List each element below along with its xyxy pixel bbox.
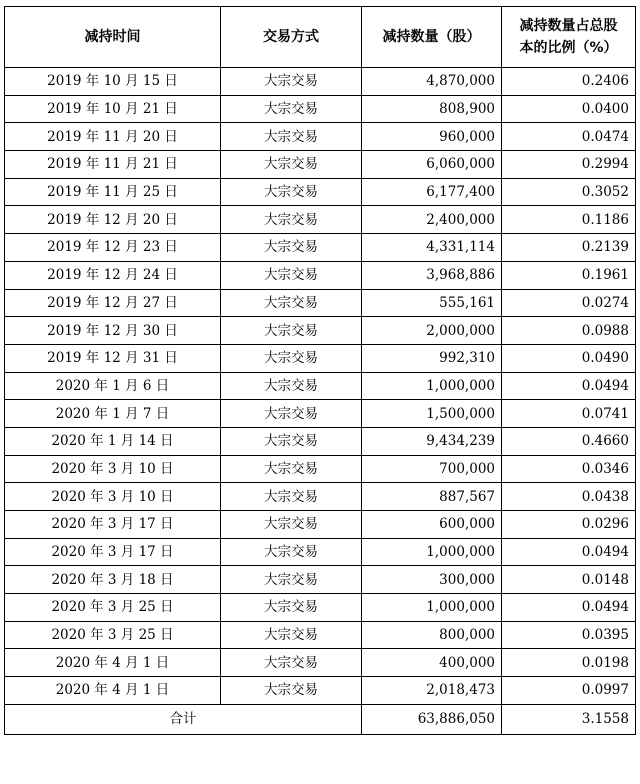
cell-method: 大宗交易	[221, 677, 362, 705]
cell-method: 大宗交易	[221, 344, 362, 372]
cell-method: 大宗交易	[221, 511, 362, 539]
cell-date: 2019 年 12 月 27 日	[5, 289, 221, 317]
table-row	[5, 289, 636, 317]
cell-ratio: 0.0494	[502, 594, 636, 622]
cell-ratio: 0.0198	[502, 649, 636, 677]
cell-date: 2019 年 12 月 23 日	[5, 234, 221, 262]
cell-date: 2020 年 1 月 7 日	[5, 400, 221, 428]
header-quantity: 减持数量（股）	[362, 7, 502, 68]
cell-date: 2020 年 1 月 14 日	[5, 427, 221, 455]
cell-ratio: 0.0400	[502, 95, 636, 123]
cell-ratio: 0.0395	[502, 621, 636, 649]
cell-method: 大宗交易	[221, 649, 362, 677]
cell-date: 2020 年 3 月 25 日	[5, 594, 221, 622]
cell-method: 大宗交易	[221, 178, 362, 206]
table-row	[5, 95, 636, 123]
cell-ratio: 0.0346	[502, 455, 636, 483]
cell-method: 大宗交易	[221, 400, 362, 428]
cell-ratio: 0.4660	[502, 427, 636, 455]
cell-quantity: 960,000	[362, 123, 502, 151]
cell-quantity: 6,060,000	[362, 151, 502, 179]
table-row	[5, 234, 636, 262]
cell-date: 2020 年 3 月 10 日	[5, 455, 221, 483]
total-quantity: 63,886,050	[362, 704, 502, 734]
cell-quantity: 1,000,000	[362, 372, 502, 400]
cell-ratio: 0.0494	[502, 538, 636, 566]
total-label: 合计	[5, 704, 362, 734]
cell-method: 大宗交易	[221, 455, 362, 483]
table-row	[5, 427, 636, 455]
cell-date: 2020 年 4 月 1 日	[5, 649, 221, 677]
cell-method: 大宗交易	[221, 289, 362, 317]
table-row	[5, 151, 636, 179]
cell-date: 2020 年 1 月 6 日	[5, 372, 221, 400]
table-total-row	[5, 704, 636, 734]
cell-method: 大宗交易	[221, 68, 362, 96]
cell-ratio: 0.2139	[502, 234, 636, 262]
cell-quantity: 4,331,114	[362, 234, 502, 262]
cell-quantity: 600,000	[362, 511, 502, 539]
table-row	[5, 68, 636, 96]
total-ratio: 3.1558	[502, 704, 636, 734]
cell-quantity: 700,000	[362, 455, 502, 483]
cell-ratio: 0.0988	[502, 317, 636, 345]
cell-ratio: 0.1961	[502, 261, 636, 289]
table-row	[5, 455, 636, 483]
cell-date: 2020 年 3 月 10 日	[5, 483, 221, 511]
cell-method: 大宗交易	[221, 151, 362, 179]
cell-quantity: 1,000,000	[362, 538, 502, 566]
table-header-row	[5, 7, 636, 68]
cell-method: 大宗交易	[221, 483, 362, 511]
cell-ratio: 0.0296	[502, 511, 636, 539]
header-ratio-line2: 本的比例（%）	[519, 40, 618, 56]
cell-quantity: 1,000,000	[362, 594, 502, 622]
cell-method: 大宗交易	[221, 538, 362, 566]
cell-quantity: 3,968,886	[362, 261, 502, 289]
cell-ratio: 0.0494	[502, 372, 636, 400]
cell-quantity: 555,161	[362, 289, 502, 317]
cell-quantity: 2,000,000	[362, 317, 502, 345]
cell-ratio: 0.0274	[502, 289, 636, 317]
table-row	[5, 178, 636, 206]
cell-date: 2019 年 12 月 20 日	[5, 206, 221, 234]
table-row	[5, 206, 636, 234]
cell-ratio: 0.1186	[502, 206, 636, 234]
cell-ratio: 0.2406	[502, 68, 636, 96]
cell-date: 2020 年 3 月 25 日	[5, 621, 221, 649]
cell-quantity: 6,177,400	[362, 178, 502, 206]
cell-quantity: 2,400,000	[362, 206, 502, 234]
cell-date: 2019 年 12 月 31 日	[5, 344, 221, 372]
cell-quantity: 1,500,000	[362, 400, 502, 428]
share-reduction-table-container	[4, 6, 636, 735]
cell-quantity: 2,018,473	[362, 677, 502, 705]
table-row	[5, 372, 636, 400]
cell-method: 大宗交易	[221, 594, 362, 622]
cell-date: 2020 年 4 月 1 日	[5, 677, 221, 705]
cell-date: 2019 年 10 月 15 日	[5, 68, 221, 96]
header-ratio	[502, 7, 636, 68]
cell-date: 2019 年 12 月 24 日	[5, 261, 221, 289]
cell-date: 2020 年 3 月 17 日	[5, 538, 221, 566]
cell-method: 大宗交易	[221, 234, 362, 262]
cell-ratio: 0.0997	[502, 677, 636, 705]
cell-method: 大宗交易	[221, 95, 362, 123]
cell-date: 2019 年 11 月 21 日	[5, 151, 221, 179]
table-row	[5, 400, 636, 428]
cell-quantity: 808,900	[362, 95, 502, 123]
table-row	[5, 511, 636, 539]
cell-ratio: 0.0741	[502, 400, 636, 428]
cell-quantity: 992,310	[362, 344, 502, 372]
table-row	[5, 621, 636, 649]
cell-ratio: 0.0474	[502, 123, 636, 151]
cell-quantity: 800,000	[362, 621, 502, 649]
cell-ratio: 0.3052	[502, 178, 636, 206]
cell-date: 2019 年 12 月 30 日	[5, 317, 221, 345]
cell-quantity: 300,000	[362, 566, 502, 594]
header-method: 交易方式	[221, 7, 362, 68]
header-ratio-line1: 减持数量占总股	[519, 18, 618, 34]
table-row	[5, 123, 636, 151]
table-row	[5, 483, 636, 511]
table-row	[5, 677, 636, 705]
table-row	[5, 538, 636, 566]
cell-quantity: 400,000	[362, 649, 502, 677]
cell-method: 大宗交易	[221, 317, 362, 345]
cell-ratio: 0.0490	[502, 344, 636, 372]
cell-method: 大宗交易	[221, 427, 362, 455]
cell-method: 大宗交易	[221, 206, 362, 234]
cell-ratio: 0.0438	[502, 483, 636, 511]
cell-ratio: 0.2994	[502, 151, 636, 179]
table-row	[5, 344, 636, 372]
cell-date: 2019 年 10 月 21 日	[5, 95, 221, 123]
table-row	[5, 594, 636, 622]
cell-date: 2019 年 11 月 25 日	[5, 178, 221, 206]
table-row	[5, 566, 636, 594]
cell-date: 2020 年 3 月 18 日	[5, 566, 221, 594]
cell-method: 大宗交易	[221, 566, 362, 594]
table-row	[5, 649, 636, 677]
cell-quantity: 887,567	[362, 483, 502, 511]
cell-method: 大宗交易	[221, 261, 362, 289]
share-reduction-table	[4, 6, 636, 735]
cell-method: 大宗交易	[221, 123, 362, 151]
table-row	[5, 261, 636, 289]
header-date: 减持时间	[5, 7, 221, 68]
cell-date: 2020 年 3 月 17 日	[5, 511, 221, 539]
cell-method: 大宗交易	[221, 621, 362, 649]
cell-method: 大宗交易	[221, 372, 362, 400]
cell-quantity: 4,870,000	[362, 68, 502, 96]
cell-quantity: 9,434,239	[362, 427, 502, 455]
cell-date: 2019 年 11 月 20 日	[5, 123, 221, 151]
table-row	[5, 317, 636, 345]
cell-ratio: 0.0148	[502, 566, 636, 594]
table-body	[5, 68, 636, 735]
